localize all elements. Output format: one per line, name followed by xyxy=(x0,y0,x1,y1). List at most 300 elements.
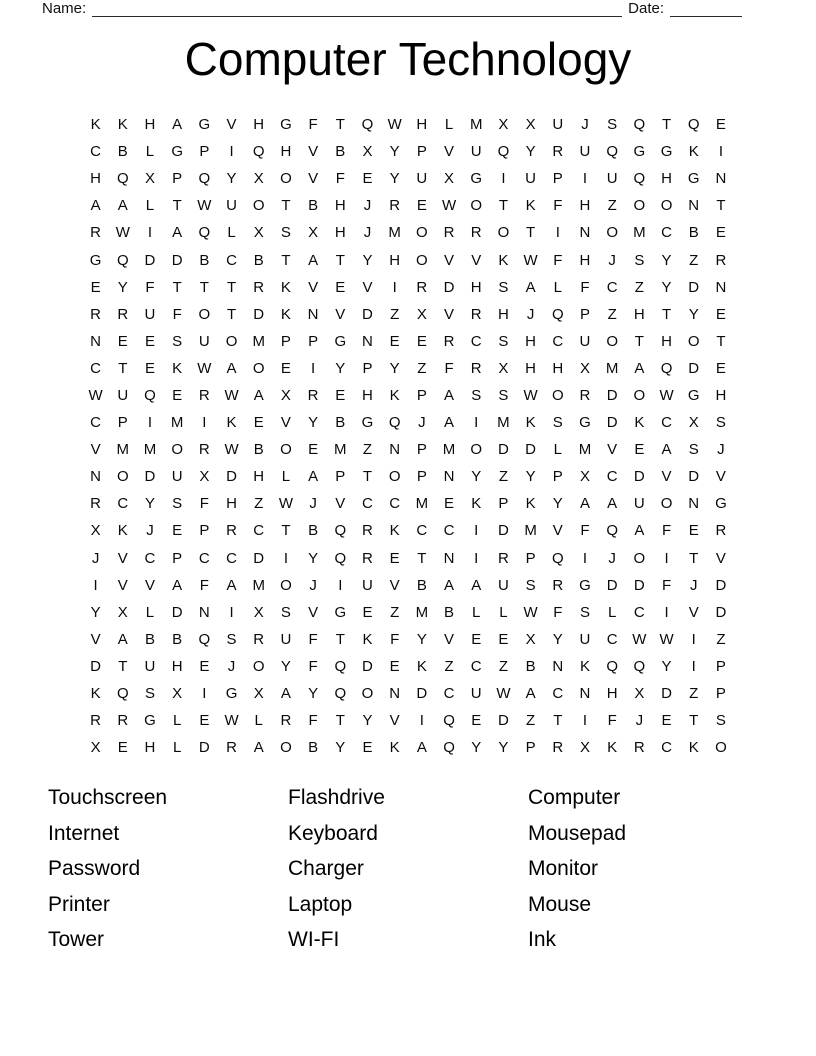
grid-letter: F xyxy=(607,712,617,730)
grid-letter: O xyxy=(252,359,265,377)
grid-letter: Z xyxy=(607,305,617,323)
grid-letter: J xyxy=(418,414,426,432)
grid-letter: R xyxy=(90,495,102,513)
grid-letter: E xyxy=(172,386,183,404)
grid-letter: K xyxy=(389,522,400,540)
grid-letter: B xyxy=(525,657,536,675)
grid-letter: Q xyxy=(116,251,129,269)
grid-letter: P xyxy=(172,549,183,567)
grid-letter: E xyxy=(117,332,128,350)
grid-letter: D xyxy=(497,441,509,459)
grid-letter: O xyxy=(660,495,673,513)
grid-letter: O xyxy=(633,386,646,404)
grid-letter: I xyxy=(664,549,669,567)
grid-letter: D xyxy=(144,468,156,486)
grid-letter: B xyxy=(688,224,699,242)
grid-letter: F xyxy=(199,495,209,513)
grid-letter: I xyxy=(93,576,98,594)
grid-letter: X xyxy=(579,739,590,757)
grid-letter: P xyxy=(416,441,427,459)
grid-letter: X xyxy=(253,685,264,703)
grid-letter: T xyxy=(118,657,128,675)
grid-letter: I xyxy=(582,549,588,567)
word-list-item: Computer xyxy=(528,786,621,809)
grid-letter: V xyxy=(308,278,319,296)
grid-letter: I xyxy=(474,414,479,432)
grid-letter: C xyxy=(362,495,373,513)
grid-letter: R xyxy=(470,359,482,377)
grid-letter: C xyxy=(144,549,156,567)
grid-letter: J xyxy=(608,549,616,567)
word-list-item: Laptop xyxy=(288,892,353,916)
grid-letter: T xyxy=(716,332,726,350)
grid-letter: K xyxy=(389,739,400,757)
grid-letter: X xyxy=(498,359,509,377)
grid-letter: T xyxy=(417,549,427,567)
grid-letter: U xyxy=(470,143,482,161)
grid-letter: T xyxy=(335,630,345,648)
grid-letter: N xyxy=(715,278,727,296)
grid-letter: I xyxy=(691,657,696,675)
grid-letter: B xyxy=(253,441,264,459)
grid-letter: R xyxy=(117,305,129,323)
grid-letter: S xyxy=(715,712,726,730)
grid-letter: C xyxy=(552,332,564,350)
grid-letter: H xyxy=(552,359,564,377)
grid-letter: P xyxy=(335,468,346,486)
grid-letter: J xyxy=(717,441,725,459)
grid-letter: G xyxy=(687,170,700,188)
grid-letter: K xyxy=(498,251,509,269)
grid-letter: E xyxy=(362,739,373,757)
grid-letter: A xyxy=(444,414,455,432)
grid-letter: V xyxy=(552,522,563,540)
grid-letter: R xyxy=(552,739,564,757)
grid-letter: G xyxy=(334,332,347,350)
grid-letter: I xyxy=(147,224,153,242)
grid-letter: R xyxy=(579,386,591,404)
grid-letter: R xyxy=(497,549,509,567)
grid-letter: W xyxy=(224,441,239,459)
grid-letter: R xyxy=(307,386,319,404)
grid-letter: B xyxy=(335,414,346,432)
grid-letter: E xyxy=(172,522,183,540)
grid-letter: R xyxy=(117,712,129,730)
grid-letter: U xyxy=(198,332,210,350)
grid-letter: A xyxy=(172,576,183,594)
grid-letter: D xyxy=(416,685,428,703)
grid-letter: L xyxy=(145,197,155,215)
grid-letter: S xyxy=(172,495,183,513)
grid-letter: Q xyxy=(198,170,211,188)
grid-letter: P xyxy=(280,332,291,350)
grid-letter: Q xyxy=(116,170,129,188)
grid-letter: P xyxy=(362,359,373,377)
grid-letter: H xyxy=(661,332,672,350)
grid-letter: A xyxy=(444,386,455,404)
grid-letter: W xyxy=(496,685,511,703)
grid-letter: E xyxy=(389,657,400,675)
grid-letter: K xyxy=(172,359,183,377)
grid-letter: Y xyxy=(335,739,346,757)
grid-letter: W xyxy=(278,495,293,513)
grid-letter: H xyxy=(389,251,401,269)
grid-letter: X xyxy=(498,116,509,134)
grid-letter: G xyxy=(225,685,238,703)
grid-letter: K xyxy=(90,685,101,703)
grid-letter: S xyxy=(715,414,726,432)
grid-letter: Y xyxy=(471,468,482,486)
grid-letter: A xyxy=(634,359,645,377)
grid-letter: L xyxy=(553,441,562,459)
grid-letter: O xyxy=(252,657,265,675)
grid-letter: G xyxy=(198,116,211,134)
grid-letter: V xyxy=(335,305,346,323)
word-column xyxy=(288,780,528,958)
grid-letter: Q xyxy=(388,414,401,432)
grid-letter: M xyxy=(116,441,130,459)
grid-letter: K xyxy=(280,305,291,323)
grid-letter: A xyxy=(471,576,482,594)
grid-letter: V xyxy=(308,603,319,621)
grid-letter: L xyxy=(172,712,182,730)
grid-letter: E xyxy=(389,332,400,350)
grid-letter: T xyxy=(281,522,291,540)
grid-letter: Y xyxy=(525,468,536,486)
grid-letter: Q xyxy=(252,143,265,161)
grid-letter: D xyxy=(606,414,618,432)
grid-letter: H xyxy=(470,278,482,296)
grid-letter: V xyxy=(308,143,319,161)
grid-letter: V xyxy=(335,495,346,513)
grid-letter: O xyxy=(280,170,292,188)
grid-letter: X xyxy=(199,468,210,486)
grid-letter: E xyxy=(444,495,455,513)
grid-letter: I xyxy=(202,685,207,703)
grid-letter: E xyxy=(362,603,373,621)
grid-letter: I xyxy=(311,359,316,377)
grid-letter: I xyxy=(392,278,397,296)
grid-letter: T xyxy=(199,278,209,296)
grid-letter: O xyxy=(171,441,183,459)
grid-letter: J xyxy=(526,305,535,323)
grid-letter: Q xyxy=(633,170,646,188)
grid-letter: T xyxy=(281,251,291,269)
grid-letter: R xyxy=(90,712,102,730)
grid-letter: V xyxy=(90,630,101,648)
grid-letter: D xyxy=(171,603,183,621)
grid-letter: H xyxy=(334,197,346,215)
grid-letter: C xyxy=(661,739,672,757)
grid-letter: T xyxy=(172,197,182,215)
grid-letter: K xyxy=(634,414,645,432)
grid-letter: A xyxy=(579,495,590,513)
grid-letter: W xyxy=(115,224,130,242)
grid-letter: I xyxy=(229,603,234,621)
grid-letter: F xyxy=(390,630,400,648)
grid-letter: D xyxy=(688,468,700,486)
grid-letter: V xyxy=(607,441,618,459)
grid-letter: U xyxy=(633,495,645,513)
word-list-item: Keyboard xyxy=(288,821,378,845)
grid-letter: Y xyxy=(661,657,672,675)
grid-letter: P xyxy=(172,170,183,188)
grid-letter: P xyxy=(552,468,563,486)
grid-letter: H xyxy=(416,116,428,134)
grid-letter: F xyxy=(553,603,563,621)
grid-letter: E xyxy=(715,359,726,377)
grid-letter: M xyxy=(497,414,510,432)
grid-letter: U xyxy=(117,386,129,404)
grid-letter: J xyxy=(309,576,317,594)
grid-letter: B xyxy=(308,739,319,757)
grid-letter: L xyxy=(553,278,562,296)
grid-letter: Y xyxy=(308,685,319,703)
grid-letter: P xyxy=(552,170,563,188)
grid-letter: E xyxy=(90,278,101,296)
grid-letter: U xyxy=(552,116,564,134)
grid-letter: M xyxy=(578,441,592,459)
grid-letter: T xyxy=(526,224,536,242)
word-list-item: Mouse xyxy=(528,892,592,916)
grid-letter: X xyxy=(525,116,536,134)
grid-letter: Y xyxy=(552,495,563,513)
grid-letter: H xyxy=(497,305,509,323)
grid-letter: C xyxy=(633,603,645,621)
grid-letter: U xyxy=(579,332,591,350)
date-blank-line xyxy=(670,2,742,17)
grid-letter: U xyxy=(416,170,428,188)
grid-letter: N xyxy=(443,468,455,486)
grid-letter: T xyxy=(689,712,699,730)
puzzle-title: Computer Technology xyxy=(184,33,632,85)
grid-letter: Y xyxy=(389,143,400,161)
grid-letter: B xyxy=(308,522,319,540)
grid-letter: E xyxy=(498,630,509,648)
grid-letter: W xyxy=(197,359,212,377)
grid-letter: C xyxy=(470,657,482,675)
grid-letter: R xyxy=(552,576,564,594)
grid-letter: G xyxy=(89,251,102,269)
grid-letter: O xyxy=(116,468,129,486)
grid-letter: S xyxy=(607,116,618,134)
grid-letter: K xyxy=(117,116,128,134)
grid-letter: U xyxy=(470,685,482,703)
grid-letter: Q xyxy=(361,116,374,134)
grid-letter: A xyxy=(226,576,237,594)
grid-letter: N xyxy=(389,441,401,459)
grid-letter: H xyxy=(226,495,237,513)
grid-letter: A xyxy=(308,468,319,486)
grid-letter: L xyxy=(172,739,182,757)
grid-letter: E xyxy=(335,386,346,404)
grid-letter: F xyxy=(308,630,318,648)
grid-letter: C xyxy=(253,522,265,540)
grid-letter: R xyxy=(470,224,482,242)
grid-letter: J xyxy=(581,116,589,134)
grid-letter: N xyxy=(443,549,455,567)
grid-letter: G xyxy=(633,143,646,161)
word-list-item: WI-FI xyxy=(288,928,340,952)
grid-letter: O xyxy=(252,197,265,215)
grid-letter: Y xyxy=(661,278,672,296)
grid-letter: O xyxy=(416,251,428,269)
grid-letter: N xyxy=(307,305,319,323)
grid-letter: I xyxy=(555,224,560,242)
grid-letter: L xyxy=(145,603,155,621)
grid-letter: K xyxy=(688,739,699,757)
grid-letter: O xyxy=(470,197,483,215)
grid-letter: Q xyxy=(633,657,646,675)
grid-letter: X xyxy=(117,603,128,621)
grid-letter: N xyxy=(90,468,102,486)
grid-letter: P xyxy=(199,522,210,540)
grid-letter: Y xyxy=(335,359,346,377)
grid-letter: G xyxy=(470,170,483,188)
grid-letter: A xyxy=(226,359,237,377)
grid-letter: C xyxy=(389,495,401,513)
grid-letter: N xyxy=(552,657,564,675)
grid-letter: Y xyxy=(90,603,101,621)
grid-letter: Z xyxy=(526,712,536,730)
grid-letter: S xyxy=(144,685,155,703)
grid-letter: E xyxy=(661,712,672,730)
grid-letter: W xyxy=(523,603,538,621)
word-list-item: Touchscreen xyxy=(48,786,168,809)
grid-letter: W xyxy=(224,386,239,404)
word-list-item: Password xyxy=(48,857,141,881)
grid-letter: W xyxy=(441,197,457,215)
grid-letter: O xyxy=(361,685,374,703)
grid-letter: Q xyxy=(116,685,129,703)
grid-letter: J xyxy=(689,576,698,594)
grid-letter: Z xyxy=(689,251,699,269)
grid-letter: H xyxy=(253,468,265,486)
grid-letter: R xyxy=(443,224,455,242)
grid-letter: D xyxy=(362,657,373,675)
grid-letter: F xyxy=(444,359,454,377)
grid-letter: V xyxy=(362,278,373,296)
grid-letter: P xyxy=(525,739,536,757)
grid-letter: X xyxy=(416,305,427,323)
grid-letter: C xyxy=(606,278,618,296)
grid-letter: Z xyxy=(254,495,264,513)
grid-letter: G xyxy=(361,414,374,432)
grid-letter: V xyxy=(117,549,128,567)
grid-letter: X xyxy=(253,170,264,188)
grid-letter: O xyxy=(388,468,401,486)
grid-letter: S xyxy=(172,332,183,350)
name-date-header xyxy=(42,0,742,17)
grid-letter: H xyxy=(144,116,156,134)
grid-letter: H xyxy=(362,386,373,404)
grid-letter: Q xyxy=(660,359,673,377)
grid-letter: R xyxy=(90,305,102,323)
grid-letter: Z xyxy=(607,197,617,215)
grid-letter: B xyxy=(117,143,128,161)
grid-letter: E xyxy=(416,332,427,350)
grid-letter: T xyxy=(689,549,699,567)
grid-letter: M xyxy=(442,441,456,459)
grid-letter: A xyxy=(661,441,672,459)
grid-letter: X xyxy=(579,468,590,486)
grid-letter: X xyxy=(525,630,536,648)
grid-letter: P xyxy=(416,468,427,486)
grid-letter: K xyxy=(607,739,618,757)
grid-letter: V xyxy=(661,468,672,486)
word-list-item: Internet xyxy=(48,821,120,845)
grid-letter: U xyxy=(144,305,156,323)
grid-letter: N xyxy=(389,685,401,703)
grid-letter: D xyxy=(525,441,537,459)
grid-letter: R xyxy=(416,278,428,296)
grid-letter: R xyxy=(389,197,401,215)
grid-letter: O xyxy=(633,549,646,567)
grid-letter: A xyxy=(607,495,618,513)
grid-letter: Z xyxy=(362,441,373,459)
grid-letter: G xyxy=(660,143,673,161)
grid-letter: Q xyxy=(198,224,211,242)
grid-letter: C xyxy=(470,332,482,350)
grid-letter: U xyxy=(606,170,618,188)
grid-letter: Z xyxy=(634,278,644,296)
grid-letter: M xyxy=(415,495,429,513)
grid-letter: P xyxy=(416,143,427,161)
grid-letter: C xyxy=(661,414,672,432)
grid-letter: A xyxy=(117,197,128,215)
grid-letter: F xyxy=(308,712,318,730)
grid-letter: E xyxy=(199,712,210,730)
word-list-item: Charger xyxy=(288,857,364,881)
grid-letter: Y xyxy=(362,712,373,730)
grid-letter: V xyxy=(444,305,455,323)
grid-letter: H xyxy=(90,170,102,188)
grid-letter: L xyxy=(444,116,454,134)
grid-letter: F xyxy=(661,522,672,540)
grid-letter: F xyxy=(308,116,318,134)
grid-letter: R xyxy=(253,278,265,296)
grid-letter: K xyxy=(117,522,128,540)
grid-letter: U xyxy=(497,576,509,594)
grid-letter: H xyxy=(280,143,292,161)
grid-letter: R xyxy=(226,522,237,540)
grid-letter: P xyxy=(525,549,536,567)
grid-letter: Z xyxy=(444,657,454,675)
date-label: Date: xyxy=(628,0,664,17)
grid-letter: W xyxy=(88,386,103,404)
grid-letter: B xyxy=(335,143,346,161)
grid-letter: N xyxy=(688,197,700,215)
grid-letter: E xyxy=(471,712,482,730)
grid-letter: N xyxy=(198,603,210,621)
word-column xyxy=(528,780,626,958)
grid-letter: T xyxy=(661,116,672,134)
grid-letter: L xyxy=(227,224,236,242)
grid-letter: S xyxy=(226,630,237,648)
grid-letter: O xyxy=(687,332,700,350)
grid-letter: F xyxy=(145,278,155,296)
grid-letter: V xyxy=(389,712,400,730)
grid-letter: D xyxy=(715,603,727,621)
grid-letter: P xyxy=(579,305,590,323)
grid-letter: U xyxy=(579,630,591,648)
grid-letter: O xyxy=(606,224,618,242)
grid-letter: R xyxy=(362,549,373,567)
grid-letter: V xyxy=(715,549,726,567)
grid-letter: U xyxy=(144,657,156,675)
grid-letter: B xyxy=(416,576,427,594)
grid-letter: D xyxy=(497,522,509,540)
